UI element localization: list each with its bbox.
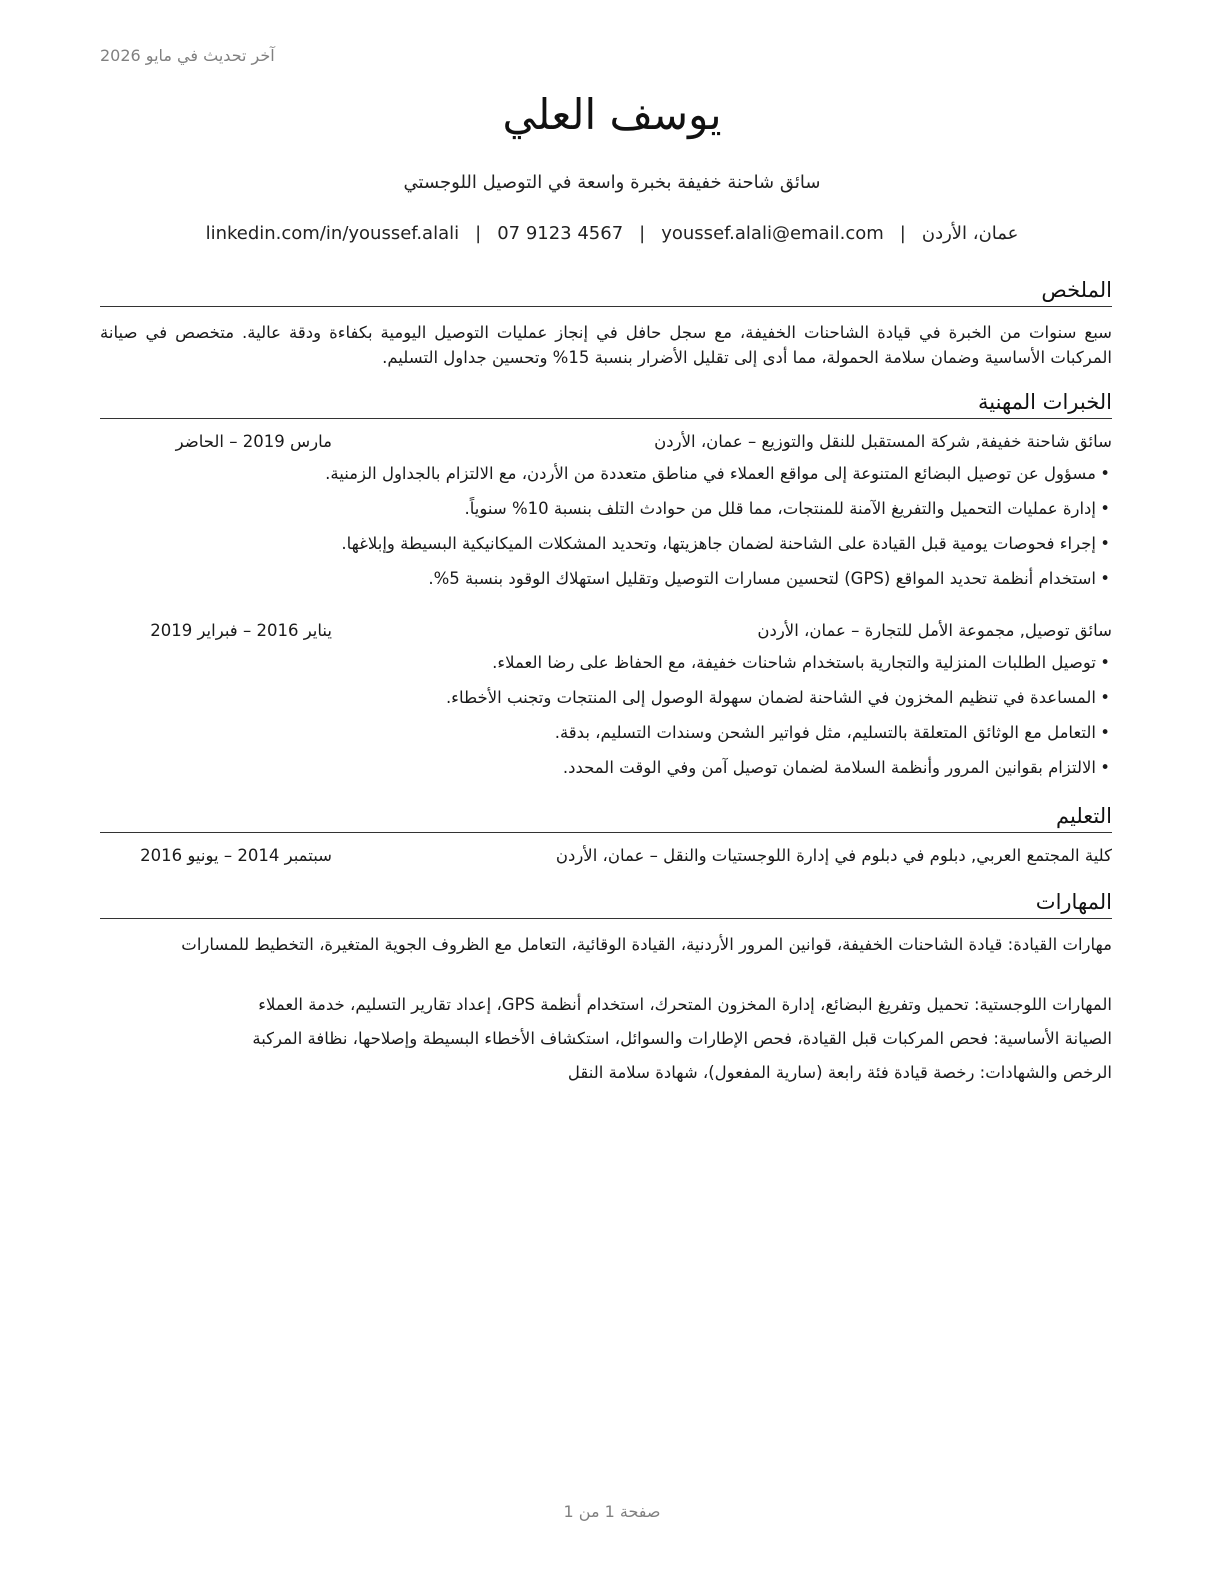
job-dates: مارس 2019 – الحاضر <box>175 432 332 451</box>
section-title-summary: الملخص <box>100 276 1112 307</box>
contact-separator: | <box>475 223 482 244</box>
summary-text: سبع سنوات من الخبرة في قيادة الشاحنات الخفيفة، مع سجل حافل في إنجاز عمليات التوصيل اليومية بكفاءة ودقة عالية. متخصص في صيانة المركبات الأساسية وضمان سلامة الحمولة، مما أدى إلى تقليل الأضرار بنسبة 15% وتحسين جداول التسليم. <box>100 323 1112 367</box>
job-dates: يناير 2016 – فبراير 2019 <box>150 621 332 640</box>
skill-line: الصيانة الأساسية: فحص المركبات قبل القيادة، فحص الإطارات والسوائل، استكشاف الأخطاء البسيطة وإصلاحها، نظافة المركبة <box>252 1029 1112 1048</box>
list-item: •الالتزام بقوانين المرور وأنظمة السلامة لضمان توصيل آمن وفي الوقت المحدد. <box>562 758 1110 777</box>
list-item: •استخدام أنظمة تحديد المواقع (GPS) لتحسين مسارات التوصيل وتقليل استهلاك الوقود بنسبة 5%. <box>428 569 1110 588</box>
job-bullets <box>100 651 1110 791</box>
list-item: •مسؤول عن توصيل البضائع المتنوعة إلى مواقع العملاء في مناطق متعددة من الأردن، مع الالتزام بالجداول الزمنية. <box>325 464 1110 483</box>
section-title-education: التعليم <box>100 802 1112 833</box>
job-bullets <box>100 462 1110 602</box>
skill-line: المهارات اللوجستية: تحميل وتفريغ البضائع، إدارة المخزون المتحرك، استخدام أنظمة GPS، إعداد تقارير التسليم، خدمة العملاء <box>258 995 1112 1014</box>
contact-location: عمان، الأردن <box>921 223 1019 244</box>
job-title: سائق شاحنة خفيفة, شركة المستقبل للنقل والتوزيع – عمان، الأردن <box>654 432 1112 451</box>
section-title-skills: المهارات <box>100 888 1112 919</box>
candidate-name: يوسف العلي <box>502 90 722 139</box>
contact-linkedin[interactable]: linkedin.com/in/youssef.alali <box>205 223 460 244</box>
education-dates: سبتمبر 2014 – يونيو 2016 <box>140 846 332 865</box>
list-item: •توصيل الطلبات المنزلية والتجارية باستخدام شاحنات خفيفة، مع الحفاظ على رضا العملاء. <box>492 653 1110 672</box>
contact-phone: 07 9123 4567 <box>497 223 624 244</box>
list-item: •إدارة عمليات التحميل والتفريغ الآمنة للمنتجات، مما قلل من حوادث التلف بنسبة 10% سنوياً. <box>464 499 1110 518</box>
job-heading <box>100 432 1112 458</box>
skill-line: الرخص والشهادات: رخصة قيادة فئة رابعة (سارية المفعول)، شهادة سلامة النقل <box>567 1063 1112 1082</box>
last-updated-note: آخر تحديث في مايو 2026 <box>100 46 275 65</box>
list-item: •إجراء فحوصات يومية قبل القيادة على الشاحنة لضمان جاهزيتها، وتحديد المشكلات الميكانيكية البسيطة وإبلاغها. <box>341 534 1110 553</box>
job-title: سائق توصيل, مجموعة الأمل للتجارة – عمان، الأردن <box>757 621 1112 640</box>
contact-line <box>0 223 1224 244</box>
education-title: كلية المجتمع العربي, دبلوم في دبلوم في إدارة اللوجستيات والنقل – عمان، الأردن <box>555 846 1112 865</box>
list-item: •المساعدة في تنظيم المخزون في الشاحنة لضمان سهولة الوصول إلى المنتجات وتجنب الأخطاء. <box>445 688 1110 707</box>
contact-separator: | <box>899 223 906 244</box>
section-title-experience: الخبرات المهنية <box>100 388 1112 419</box>
contact-separator: | <box>639 223 646 244</box>
page-number: صفحة 1 من 1 <box>563 1502 661 1521</box>
list-item: •التعامل مع الوثائق المتعلقة بالتسليم، مثل فواتير الشحن وسندات التسليم، بدقة. <box>554 723 1110 742</box>
education-heading <box>100 846 1112 872</box>
candidate-headline: سائق شاحنة خفيفة بخبرة واسعة في التوصيل اللوجستي <box>403 172 821 193</box>
skill-line: مهارات القيادة: قيادة الشاحنات الخفيفة، قوانين المرور الأردنية، القيادة الوقائية، التعامل مع الظروف الجوية المتغيرة، التخطيط للمسارات <box>181 935 1112 954</box>
contact-email[interactable]: youssef.alali@email.com <box>661 223 884 244</box>
job-heading <box>100 621 1112 647</box>
